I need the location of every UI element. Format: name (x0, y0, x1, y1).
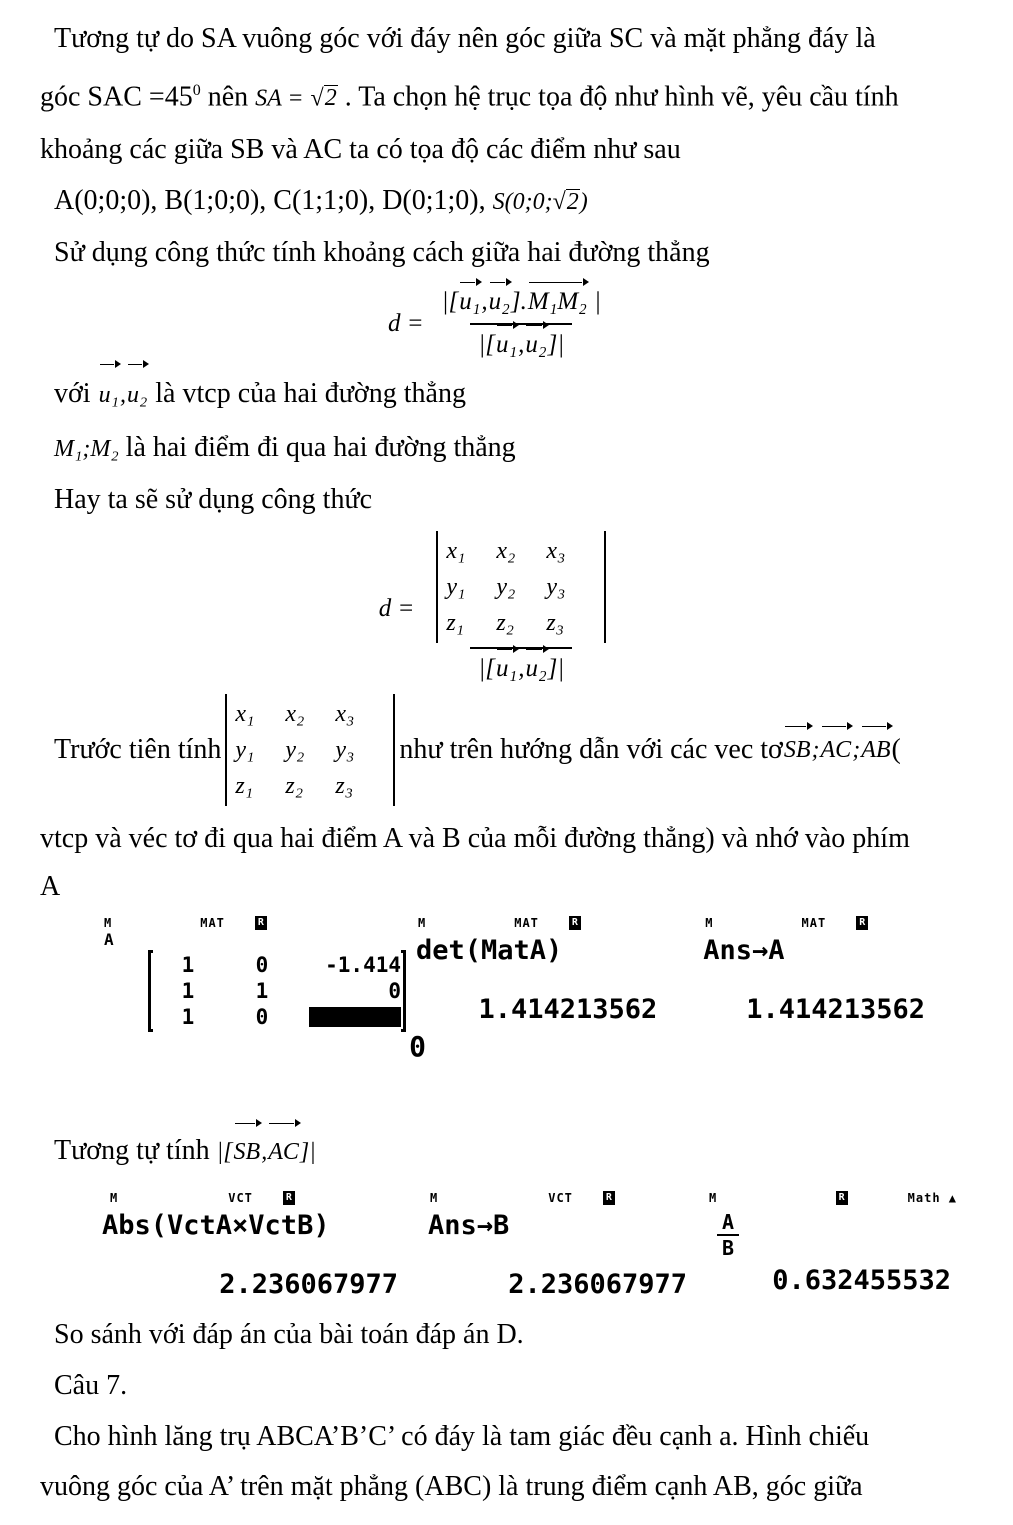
text-fragment: vtcp và véc tơ đi qua hai điểm A và B của mỗi đường thẳng) và nhớ vào phím (40, 822, 910, 854)
calc-fraction-screenshot (705, 1191, 957, 1300)
vector-u2: u₂ (525, 329, 546, 362)
mode-indicator: VCT (548, 1190, 573, 1205)
calculator-screenshots-row-2 (40, 1191, 957, 1300)
fraction (424, 529, 618, 688)
mode-indicator: MAT (801, 915, 827, 930)
formula-lhs: d = (387, 309, 424, 337)
coordinates-points: A(0;0;0), B(1;0;0), C(1;1;0), D(0;1;0), (54, 185, 486, 217)
memory-indicator: M (709, 1190, 718, 1205)
vector-u1: u₁ (99, 368, 119, 422)
text-fragment: khoảng các giữa SB và AC ta có tọa độ các điểm như sau (40, 134, 681, 166)
math-m1m2: M₁;M₂ (54, 436, 119, 463)
mode-indicator-badge: R (836, 1191, 848, 1205)
calc-matrix-editor-screenshot (96, 915, 426, 1063)
text-fragment: A (40, 870, 61, 902)
calc-expression: det(MatA) (416, 934, 563, 966)
calc-expression: Abs(VctA×VctB) (102, 1209, 330, 1241)
vector-ab: AB (861, 730, 890, 770)
mode-indicator-badge: R (603, 1191, 615, 1205)
calc-status-bar (96, 916, 406, 932)
vector-u1: u₁ (496, 329, 517, 362)
fraction-denominator: B (721, 1235, 735, 1260)
vector-sb: SB (784, 730, 811, 770)
alt-formula-line (40, 475, 957, 525)
first-compute-paragraph: Trước tiên tính x₁ x₂ x₃ y₁ y₂ y₃ z₁ z₂ z₃ như trên hướng dẫn với các vec tơ SB ; AC ; AB ( (40, 694, 957, 806)
calculator-screenshots-row-1 (40, 916, 957, 1062)
memory-indicator: M (705, 915, 714, 930)
fraction-denominator: |[u₁,u₂]| (470, 323, 572, 364)
text-fragment: ( (891, 733, 901, 765)
calc-det-screenshot (416, 916, 689, 1062)
calc-abs-cross-screenshot (102, 1191, 404, 1300)
text-fragment: Cho hình lăng trụ ABCA’B’C’ có đáy là tam giác đều cạnh a. Hình chiếu (54, 1420, 870, 1452)
text-fragment: Tương tự tính (54, 1134, 217, 1166)
question-7-line-2 (40, 1462, 957, 1512)
vector-u2: u₂ (525, 653, 546, 686)
sqrt-argument: 2 (566, 189, 579, 216)
text-fragment: góc SAC =45 (40, 81, 193, 113)
fraction-numerator: A (721, 1209, 735, 1234)
inline-matrix-determinant: x₁ x₂ x₃ y₁ y₂ y₃ z₁ z₂ z₃ (225, 694, 395, 806)
mode-indicator-badge: R (255, 916, 267, 930)
mode-indicator-badge: R (569, 916, 581, 930)
fraction-numerator (424, 529, 618, 647)
mode-indicator-badge: R (283, 1191, 295, 1205)
text-fragment: là vtcp của hai đường thẳng (148, 378, 466, 410)
use-formula-line (40, 228, 957, 278)
text-fragment: nên (200, 81, 256, 113)
fraction (434, 284, 609, 363)
calc-result: 0.632455532 (772, 1264, 951, 1296)
memory-indicator: M (430, 1190, 439, 1205)
coordinates-line (40, 175, 957, 228)
text-fragment: như trên hướng dẫn với các vec tơ (399, 733, 783, 765)
memory-key-line (40, 864, 957, 910)
mode-indicator-badge: R (856, 916, 868, 930)
para-intro-line-3 (40, 125, 957, 175)
memory-indicator: M (104, 915, 113, 930)
coordinates-s-point: S(0;0;√2) (492, 189, 588, 216)
fraction-numerator: |[u₁,u₂].M₁M₂ | (434, 284, 609, 323)
question-7-heading (40, 1360, 957, 1412)
calc-expression: Ans→B (428, 1209, 510, 1241)
calc-status-bar (703, 916, 957, 932)
calc-fraction-expression (715, 1211, 741, 1259)
mode-indicator: MAT (200, 915, 225, 930)
fraction-denominator: |[u₁,u₂]| (470, 647, 572, 688)
calc-status-bar (705, 1191, 957, 1207)
formula-lhs: d = (378, 594, 415, 622)
sqrt-sign: √ (552, 189, 566, 216)
calc-result: 1.414213562 (746, 993, 925, 1025)
calc-status-bar (102, 1191, 404, 1207)
matrix-determinant: x₁ x₂ x₃ y₁ y₂ y₃ z₁ z₂ z₃ (436, 531, 606, 643)
calc-result: 2.236067977 (508, 1268, 687, 1300)
text-fragment: So sánh với đáp án của bài toán đáp án D. (54, 1318, 524, 1350)
matrix-name-label: A (104, 929, 114, 949)
superscript-zero: 0 (192, 82, 201, 99)
matrix-display: 1 0 -1.414 1 1 0 1 0 (148, 950, 406, 1032)
calc-ans-store-b-screenshot (428, 1191, 693, 1300)
calc-expression: Ans→A (703, 934, 785, 966)
text-fragment: Trước tiên tính (54, 733, 222, 765)
text-fragment: Câu 7. (54, 1369, 128, 1401)
text-fragment: với (54, 378, 98, 410)
vector-sb: SB (234, 1127, 261, 1177)
vector-m1m2: M₁M₂ (528, 286, 587, 319)
vector-u1: u₁ (459, 286, 480, 319)
similar-compute-line: Tương tự tính |[SB,AC]| (40, 1126, 957, 1177)
conclusion-line (40, 1310, 957, 1360)
vector-u2: u₂ (489, 286, 510, 319)
text-fragment: là hai điểm đi qua hai đường thẳng (118, 432, 516, 464)
vector-ac: AC (268, 1127, 299, 1177)
mode-indicator: MAT (514, 915, 539, 930)
selected-cell-value: 0 (409, 1029, 426, 1063)
points-note-line (40, 422, 957, 475)
memory-indicator: M (418, 915, 427, 930)
text-fragment: Hay ta sẽ sử dụng công thức (54, 484, 373, 516)
text-fragment: vuông góc của A’ trên mặt phẳng (ABC) là trung điểm cạnh AB, góc giữa (40, 1470, 863, 1502)
vector-ac: AC (821, 730, 852, 770)
math-mode-indicator: Math ▲ (907, 1190, 957, 1205)
determinant-formula (40, 529, 957, 688)
right-bracket (401, 950, 406, 1032)
question-7-line-1 (40, 1412, 957, 1462)
para-intro-line-1 (40, 14, 957, 64)
calc-status-bar (416, 916, 689, 932)
selected-cell-highlight (309, 1007, 401, 1027)
paragraph-continuation (40, 814, 957, 864)
calc-ans-store-a-screenshot (703, 916, 957, 1062)
calc-result: 1.414213562 (478, 993, 658, 1025)
vector-u1: u₁ (496, 653, 517, 686)
sqrt-argument: 2 (324, 85, 337, 112)
sqrt-sign: √ (310, 85, 324, 112)
distance-formula (40, 284, 957, 363)
vtcp-note-line: với u₁,u₂ là vtcp của hai đường thẳng (40, 367, 957, 422)
text-fragment: Tương tự do SA vuông góc với đáy nên góc giữa SC và mặt phẳng đáy là (54, 23, 876, 54)
text-fragment: Sử dụng công thức tính khoảng cách giữa hai đường thẳng (54, 237, 710, 269)
calc-status-bar (428, 1191, 693, 1207)
vertical-gap (40, 1062, 957, 1126)
mode-indicator: VCT (228, 1190, 253, 1205)
text-fragment: . Ta chọn hệ trục tọa độ như hình vẽ, yêu cầu tính (337, 81, 899, 113)
calc-result: 2.236067977 (219, 1268, 398, 1300)
memory-indicator: M (110, 1190, 119, 1205)
vector-u2: u₂ (127, 368, 147, 422)
para-intro-line-2 (40, 64, 957, 125)
math-sa-equals: SA = (255, 85, 304, 112)
